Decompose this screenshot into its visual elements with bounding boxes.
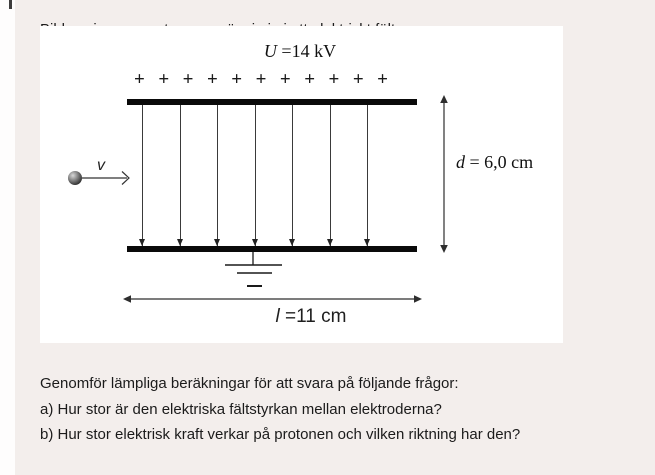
plus-sign: + [279, 69, 291, 90]
length-label [231, 306, 391, 328]
plus-sign: + [134, 69, 145, 90]
field-line-arrow [180, 105, 181, 246]
plus-sign: + [304, 69, 316, 90]
length-symbol: l [275, 306, 280, 327]
ground-symbol [223, 252, 285, 290]
velocity-arrow [82, 167, 132, 189]
field-diagram [40, 26, 563, 343]
field-line-arrow [217, 105, 218, 246]
field-line-arrow [292, 105, 293, 246]
field-line-arrow [330, 105, 331, 246]
field-lines [142, 105, 368, 246]
page-left-margin [0, 0, 15, 475]
field-line-arrow [142, 105, 143, 246]
left-edge-mark [9, 0, 12, 9]
plus-charge-row [134, 70, 388, 90]
length-dimension-arrow [123, 293, 422, 305]
plus-sign: + [328, 69, 340, 90]
gap-dimension-arrow [438, 95, 450, 253]
question-a: a) Hur stor är den elektriska fältstyrkan mellan elektroderna? [40, 400, 442, 418]
field-line-arrow [255, 105, 256, 246]
field-line-arrow [367, 105, 368, 246]
gap-label [456, 152, 533, 173]
plus-sign: + [182, 69, 194, 90]
plus-sign: + [206, 69, 218, 90]
questions-lead: Genomför lämpliga beräkningar för att svara på följande frågor: [40, 375, 459, 392]
question-b: b) Hur stor elektrisk kraft verkar på protonen och vilken riktning har den? [40, 426, 521, 444]
questions-block [40, 371, 650, 448]
gap-symbol: d [456, 152, 465, 172]
voltage-symbol: U [263, 41, 277, 61]
voltage-value: =14 kV [276, 41, 337, 61]
plus-sign: + [255, 69, 267, 90]
proton [68, 171, 82, 185]
plus-sign: + [158, 69, 170, 90]
length-value: =11 cm [279, 306, 347, 327]
velocity-label: v [97, 157, 105, 174]
plus-sign: + [231, 69, 243, 90]
plus-sign: + [377, 69, 388, 90]
plus-sign: + [352, 69, 364, 90]
gap-value: = 6,0 cm [465, 152, 534, 172]
voltage-label [220, 41, 380, 62]
